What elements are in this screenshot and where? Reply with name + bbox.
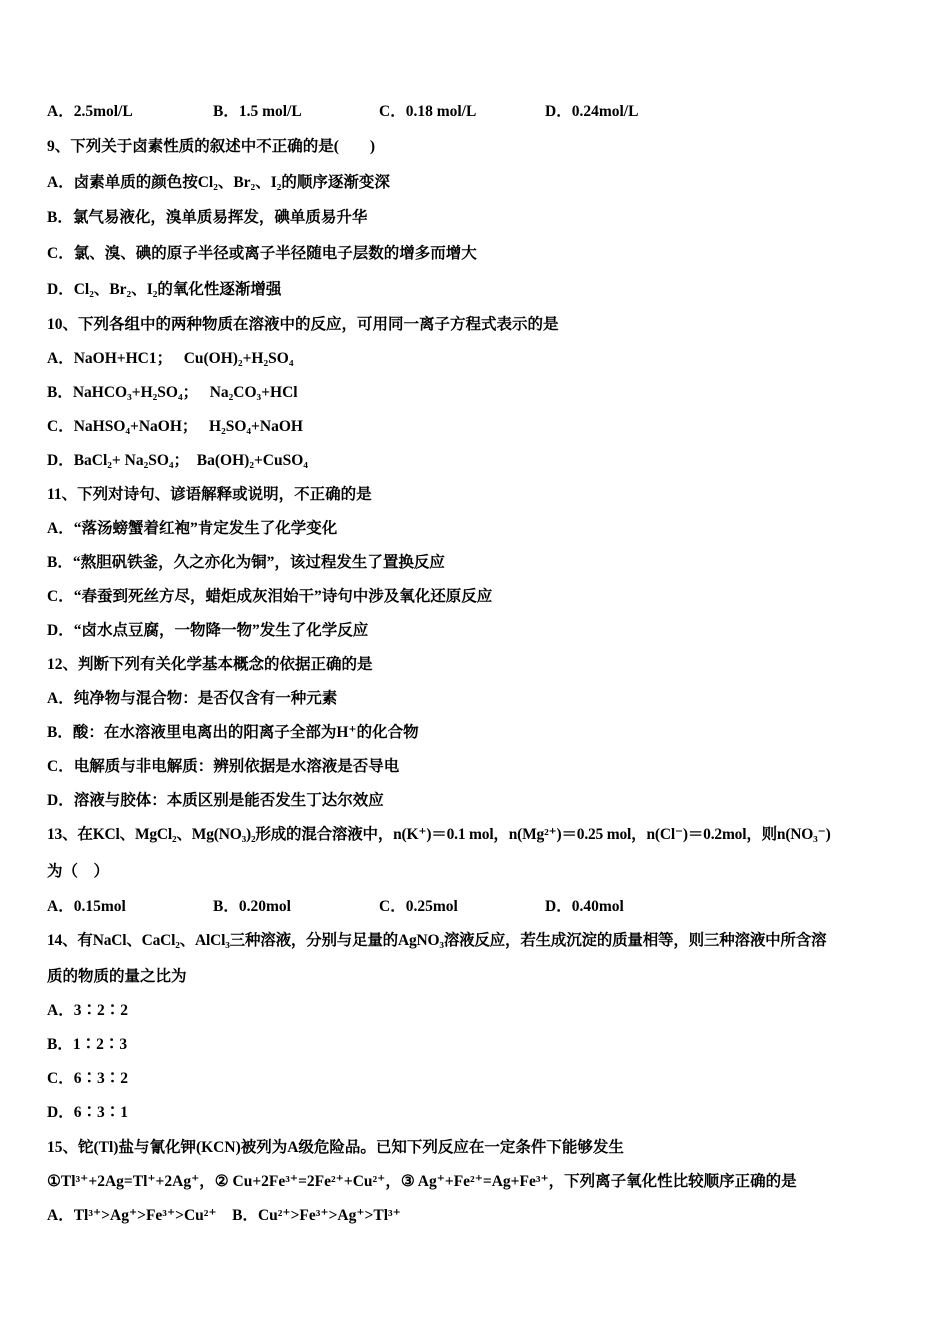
q10-option-c: C．NaHSO₄+NaOH； H₂SO₄+NaOH <box>47 418 303 435</box>
q15-stem-line2: ①Tl³⁺+2Ag=Tl⁺+2Ag⁺，② Cu+2Fe³⁺=2Fe²⁺+Cu²⁺，③ Ag⁺+Fe²⁺=Ag+Fe³⁺，下列离子氧化性比较顺序正确的是 <box>47 1173 797 1190</box>
q11-option-b: B．“熬胆矾铁釜，久之亦化为铜”，该过程发生了置换反应 <box>47 554 445 571</box>
q14-stem-line1: 14、有NaCl、CaCl₂、AlCl₃三种溶液，分别与足量的AgNO₃溶液反应，若生成沉淀的质量相等，则三种溶液中所含溶 <box>47 932 827 949</box>
q8-option-b: B．1.5 mol/L <box>213 103 302 120</box>
q11-stem: 11、下列对诗句、谚语解释或说明，不正确的是 <box>47 486 372 503</box>
q13-option-c: C．0.25mol <box>379 898 458 915</box>
q13-option-d: D．0.40mol <box>545 898 624 915</box>
q12-stem: 12、判断下列有关化学基本概念的依据正确的是 <box>47 656 373 673</box>
q14-option-d: D．6∶3∶1 <box>47 1104 128 1121</box>
q13-stem-line1: 13、在KCl、MgCl₂、Mg(NO₃)₂形成的混合溶液中，n(K⁺)＝0.1 mol，n(Mg²⁺)＝0.25 mol，n(Cl⁻)＝0.2mol，则n(NO₃⁻) <box>47 826 831 843</box>
q9-option-a: A．卤素单质的颜色按Cl₂、Br₂、I₂的顺序逐渐变深 <box>47 174 390 191</box>
q8-options <box>47 102 711 122</box>
q13-stem-line2: 为（ ） <box>47 863 110 880</box>
q11-option-c: C．“春蚕到死丝方尽，蜡炬成灰泪始干”诗句中涉及氧化还原反应 <box>47 588 493 605</box>
q9-option-d: D．Cl₂、Br₂、I₂的氧化性逐渐增强 <box>47 281 282 298</box>
q13-options <box>47 897 711 917</box>
q10-option-b: B．NaHCO₃+H₂SO₄； Na₂CO₃+HCl <box>47 384 298 401</box>
q12-option-a: A．纯净物与混合物：是否仅含有一种元素 <box>47 690 338 707</box>
q8-option-a: A．2.5mol/L <box>47 103 133 120</box>
q11-option-d: D．“卤水点豆腐，一物降一物”发生了化学反应 <box>47 622 369 639</box>
q10-stem: 10、下列各组中的两种物质在溶液中的反应，可用同一离子方程式表示的是 <box>47 316 559 333</box>
q9-option-b: B．氯气易液化，溴单质易挥发，碘单质易升华 <box>47 209 368 226</box>
q14-stem-line2: 质的物质的量之比为 <box>47 968 187 985</box>
q10-option-d: D．BaCl₂+ Na₂SO₄； Ba(OH)₂+CuSO₄ <box>47 452 308 469</box>
q13-option-b: B．0.20mol <box>213 898 291 915</box>
q14-option-b: B．1∶2∶3 <box>47 1036 128 1053</box>
q15-options: A．Tl³⁺>Ag⁺>Fe³⁺>Cu²⁺ B．Cu²⁺>Fe³⁺>Ag⁺>Tl³⁺ <box>47 1207 401 1224</box>
q12-option-c: C．电解质与非电解质：辨别依据是水溶液是否导电 <box>47 758 400 775</box>
q14-option-a: A．3∶2∶2 <box>47 1002 128 1019</box>
q8-option-d: D．0.24mol/L <box>545 103 639 120</box>
q11-option-a: A．“落汤螃蟹着红袍”肯定发生了化学变化 <box>47 520 338 537</box>
q8-option-c: C．0.18 mol/L <box>379 103 477 120</box>
q10-option-a: A．NaOH+HC1； Cu(OH)₂+H₂SO₄ <box>47 350 294 367</box>
q13-option-a: A．0.15mol <box>47 898 126 915</box>
q9-stem: 9、下列关于卤素性质的叙述中不正确的是( ) <box>47 138 376 155</box>
q12-option-b: B．酸：在水溶液里电离出的阳离子全部为H⁺的化合物 <box>47 724 419 741</box>
q9-option-c: C．氯、溴、碘的原子半径或离子半径随电子层数的增多而增大 <box>47 245 477 262</box>
q15-stem-line1: 15、铊(Tl)盐与氰化钾(KCN)被列为A级危险品。已知下列反应在一定条件下能够发生 <box>47 1139 624 1156</box>
q14-option-c: C．6∶3∶2 <box>47 1070 128 1087</box>
q12-option-d: D．溶液与胶体：本质区别是能否发生丁达尔效应 <box>47 792 384 809</box>
